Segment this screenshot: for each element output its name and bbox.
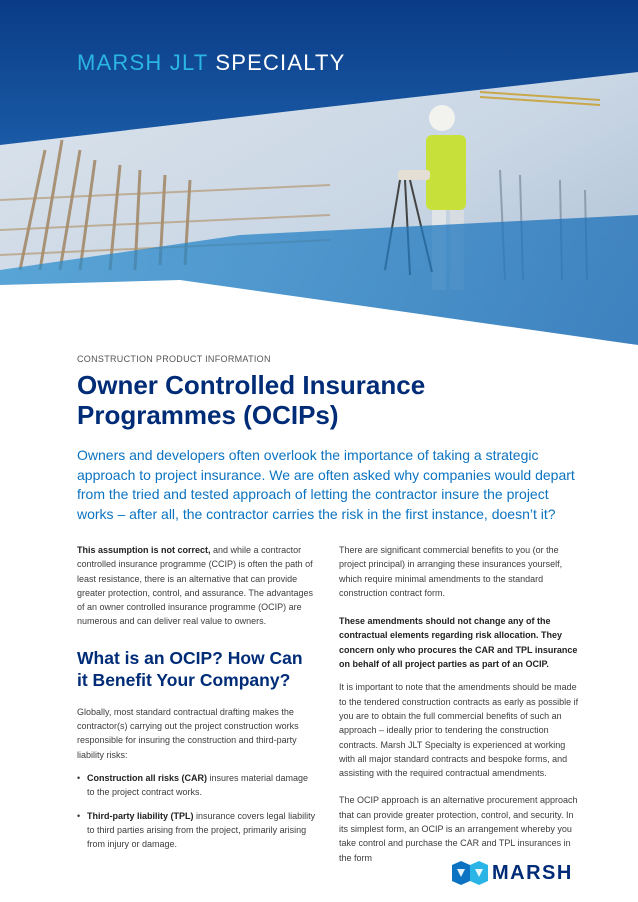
list-item <box>77 771 317 800</box>
marsh-logo-icon <box>452 861 488 885</box>
right-column <box>339 543 579 874</box>
page-title: Owner Controlled Insurance Programmes (OCIPs) <box>77 370 426 430</box>
brand-part-1: MARSH JLT <box>77 50 216 75</box>
intro-rest: and while a contractor controlled insurance programme (CCIP) is often the path of least resistance, there is an alternative that can provide greater protection, control, and assurance. The advantages of an owner controlled insurance programme (OCIP) are numerous and can deliver real value to owners. <box>77 545 313 627</box>
marsh-logo-text: MARSH <box>492 862 573 884</box>
list-item <box>77 809 317 852</box>
brand-wordmark <box>77 50 346 76</box>
lead-paragraph: Owners and developers often overlook the importance of taking a strategic approach to project insurance. We are often asked why companies would depart from the tried and tested approach of letting the contractor insure the project works – after all, the contractor carries the risk in the first instance, doesn’t it? <box>77 447 575 522</box>
section-heading: What is an OCIP? How Can it Benefit Your Company? <box>77 647 303 690</box>
body-paragraph: The OCIP approach is an alternative procurement approach that can provide greater protection, control, and security. In its simplest form, an OCIP is an arrangement whereby you take control and purchase the CAR and TPL insurances in the form <box>339 795 578 863</box>
bullet-bold: Construction all risks (CAR) <box>87 772 208 783</box>
left-column <box>77 543 317 860</box>
header-banner <box>0 0 638 345</box>
bullet-list <box>77 771 317 851</box>
emphasis-paragraph <box>339 614 579 671</box>
body-paragraph: It is important to note that the amendments should be made to the tendered construction contracts as early as possible if you are to obtain the full commercial benefits of such an approach – ideally prior to tendering the construction contracts. Marsh JLT Specialty is experienced at working with all major standard contracts and bespoke forms, and assisting with the required contractual amendments. <box>339 682 579 779</box>
brand-part-2: SPECIALTY <box>215 50 346 75</box>
bullet-bold: Third-party liability (TPL) <box>87 810 194 821</box>
intro-paragraph <box>77 543 317 629</box>
bullet-text: insures material damage to the project contract works. <box>87 772 309 798</box>
body-paragraph: Globally, most standard contractual drafting makes the contractor(s) carrying out the project construction works responsible for insuring the construction and third-party liability risks: <box>77 706 299 760</box>
bullet-text: insurance covers legal liability to third parties arising from the project, primarily arising from injury or damage. <box>87 810 316 850</box>
intro-bold: This assumption is not correct, <box>77 545 211 555</box>
body-paragraph: There are significant commercial benefits to you (or the project principal) in arranging these insurances yourself, which require minimal amendments to the standard construction contract form. <box>339 545 563 598</box>
emphasis-bold: These amendments should not change any of the contractual elements regarding risk allocation. They concern only who procures the CAR and TPL insurance on behalf of all project parties as part of an OCIP. <box>339 616 578 670</box>
eyebrow-label: CONSTRUCTION PRODUCT INFORMATION <box>77 354 271 364</box>
